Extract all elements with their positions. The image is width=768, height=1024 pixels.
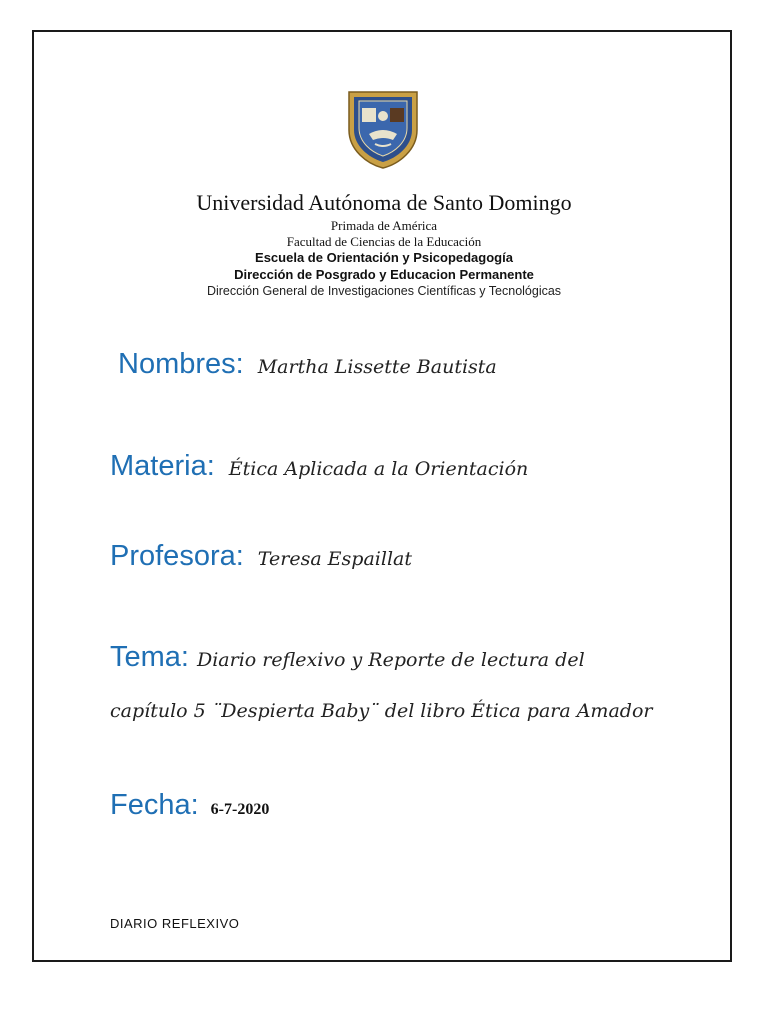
fecha-value: 6-7-2020 xyxy=(210,801,270,818)
university-name: Universidad Autónoma de Santo Domingo xyxy=(196,190,572,215)
nombres-value: Martha Lissette Bautista xyxy=(257,356,497,378)
nombres-label: Nombres: xyxy=(118,348,244,380)
header-research-direction: Dirección General de Investigaciones Científicas y Tecnológicas xyxy=(206,284,562,298)
header-faculty: Facultad de Ciencias de la Educación xyxy=(286,234,482,249)
materia-label: Materia: xyxy=(110,450,215,482)
header-postgraduate-direction: Dirección de Posgrado y Educacion Permanente xyxy=(234,267,534,282)
profesora-value: Teresa Espaillat xyxy=(257,548,412,570)
tema-label: Tema: xyxy=(110,641,189,673)
header-subtitle-primada: Primada de América xyxy=(330,218,438,233)
header-school: Escuela de Orientación y Psicopedagogía xyxy=(255,250,513,265)
materia-field xyxy=(110,450,528,483)
university-seal-icon xyxy=(345,86,421,170)
tema-field xyxy=(110,641,585,674)
profesora-label: Profesora: xyxy=(110,540,244,572)
section-title-diario-reflexivo: DIARIO REFLEXIVO xyxy=(110,916,240,931)
materia-value: Ética Aplicada a la Orientación xyxy=(228,458,529,480)
nombres-field xyxy=(118,348,497,381)
fecha-label: Fecha: xyxy=(110,789,199,821)
profesora-field xyxy=(110,540,412,573)
tema-value-line2: capítulo 5 ¨Despierta Baby¨ del libro Ética para Amador xyxy=(110,700,653,722)
fecha-field xyxy=(110,789,269,822)
tema-value-line1: Diario reflexivo y Reporte de lectura del xyxy=(196,649,585,671)
